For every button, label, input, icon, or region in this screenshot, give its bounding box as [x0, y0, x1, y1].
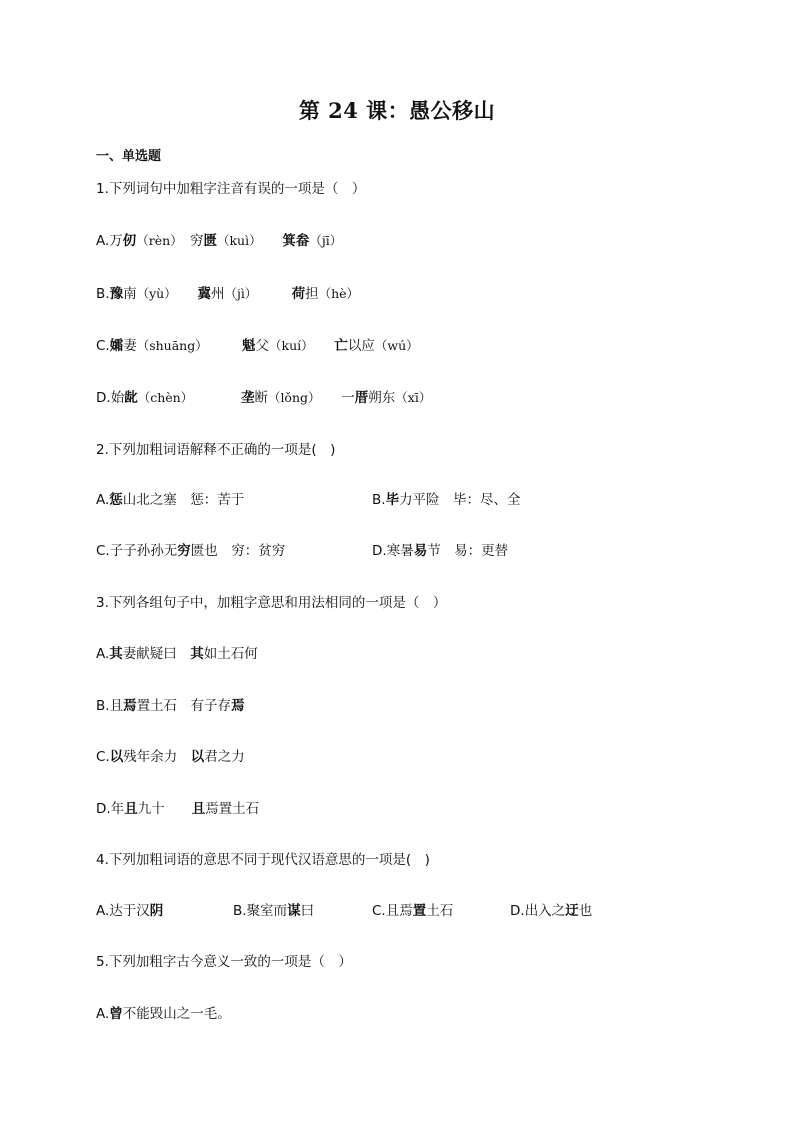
- question-2-option-d: [372, 542, 508, 560]
- option-prefix: B.: [372, 492, 386, 508]
- option-text: 一: [341, 390, 355, 406]
- pinyin-text: （yù）: [136, 286, 171, 301]
- option-text: 君之力: [204, 749, 245, 765]
- option-text: 残年余力: [123, 749, 191, 765]
- bold-target-text: 豫: [109, 286, 124, 302]
- question-1-option-b: [96, 285, 359, 303]
- option-text: 州: [210, 286, 225, 302]
- option-prefix: A.: [96, 492, 110, 508]
- option-text: 始: [110, 390, 125, 406]
- option-text: 妻: [123, 338, 137, 354]
- bold-target-text: 亡: [334, 338, 348, 354]
- option-text: [251, 286, 292, 302]
- bold-target-text: 焉: [231, 698, 245, 714]
- option-text: 妻献疑曰: [122, 646, 191, 662]
- question-5-stem: 5.下列加粗字古今意义一致的一项是（ ）: [96, 954, 352, 970]
- bold-target-text: 焉: [123, 698, 137, 714]
- option-text: 不能毁山之一毛。: [122, 1006, 231, 1022]
- pinyin-text: （jī）: [309, 233, 343, 248]
- question-3-option-b: [96, 697, 245, 715]
- bold-target-text: 毕: [385, 492, 400, 508]
- question-2-option-a: [96, 491, 244, 509]
- question-3-stem: 3.下列各组句子中，加粗字意思和用法相同的一项是（ ）: [96, 595, 447, 611]
- option-prefix: C.: [96, 749, 110, 765]
- option-prefix: B.: [96, 286, 110, 302]
- option-text: [255, 233, 282, 249]
- option-text: 南: [123, 286, 137, 302]
- pinyin-text: （wú）: [374, 338, 419, 353]
- option-text: [187, 390, 241, 406]
- option-text: 如土石何: [203, 646, 258, 662]
- option-text: 朔东: [368, 390, 396, 406]
- option-text: 穷: [176, 233, 204, 249]
- bold-target-text: 冀: [197, 286, 211, 302]
- bold-target-text: 垄: [240, 390, 255, 406]
- bold-target-text: 曾: [109, 1006, 123, 1022]
- option-text: 达于汉: [109, 903, 150, 919]
- bold-target-text: 谋: [287, 903, 301, 919]
- pinyin-text: （xī）: [395, 390, 432, 405]
- option-text: [314, 390, 341, 406]
- bold-target-text: 其: [109, 646, 123, 662]
- bold-target-text: 厝: [354, 390, 369, 406]
- option-text: [170, 286, 197, 302]
- option-text: 置土石 有子存: [136, 698, 232, 714]
- bold-target-text: 其: [190, 646, 204, 662]
- option-text: 子子孙孙无: [109, 543, 178, 559]
- option-prefix: B.: [96, 698, 110, 714]
- question-2-stem: 2.下列加粗词语解释不正确的一项是( ): [96, 442, 336, 458]
- option-prefix: D.: [372, 543, 387, 559]
- pinyin-text: （jì）: [224, 286, 252, 301]
- option-text: 以应: [347, 338, 375, 354]
- option-text: 聚室而: [246, 903, 288, 919]
- bold-target-text: 魁: [242, 338, 256, 354]
- option-text: 年: [110, 801, 125, 817]
- bold-target-text: 以: [109, 749, 124, 765]
- bold-target-text: 仞: [122, 233, 137, 249]
- option-text: 曰: [300, 903, 315, 919]
- bold-target-text: 箕畚: [282, 233, 310, 249]
- option-prefix: D.: [96, 801, 111, 817]
- bold-target-text: 孀: [109, 338, 124, 354]
- bold-target-text: 迂: [565, 903, 579, 919]
- option-text: [202, 338, 243, 354]
- bold-target-text: 阴: [149, 903, 164, 919]
- bold-target-text: 置: [412, 903, 427, 919]
- option-text: 山北之塞 惩：苦于: [122, 492, 245, 508]
- question-4-option-a: [96, 902, 163, 920]
- option-text: 节 易：更替: [427, 543, 509, 559]
- option-text: 父: [255, 338, 269, 354]
- question-5-option-a: [96, 1005, 231, 1023]
- pinyin-text: （shuāng）: [136, 338, 202, 353]
- option-prefix: C.: [96, 543, 110, 559]
- option-text: 匮也 穷：贫穷: [190, 543, 286, 559]
- pinyin-text: （kuí）: [269, 338, 308, 353]
- pinyin-text: （hè）: [318, 286, 360, 301]
- option-text: [307, 338, 334, 354]
- section-heading: 一、单选题: [96, 149, 162, 164]
- pinyin-text: （chèn）: [137, 390, 187, 405]
- page-title: 第 24 课：愚公移山: [298, 98, 496, 123]
- question-2-option-c: [96, 542, 285, 560]
- option-text: 九十: [137, 801, 192, 817]
- bold-target-text: 穷: [177, 543, 191, 559]
- question-3-option-d: [96, 800, 259, 818]
- option-prefix: D.: [510, 903, 525, 919]
- option-prefix: D.: [96, 390, 111, 406]
- option-text: 断: [254, 390, 268, 406]
- question-4-option-b: [233, 902, 314, 920]
- question-4-option-c: [372, 902, 453, 920]
- bold-target-text: 惩: [109, 492, 123, 508]
- option-prefix: C.: [372, 903, 386, 919]
- option-text: 万: [109, 233, 123, 249]
- option-text: 出入之: [524, 903, 566, 919]
- bold-target-text: 匮: [203, 233, 217, 249]
- question-1-option-c: [96, 337, 419, 355]
- option-text: 担: [305, 286, 319, 302]
- option-text: 土石: [426, 903, 454, 919]
- option-text: 且: [109, 698, 124, 714]
- option-prefix: A.: [96, 646, 110, 662]
- question-2-option-b: [372, 491, 521, 509]
- question-1-option-a: [96, 232, 342, 250]
- question-4-option-d: [510, 902, 592, 920]
- option-prefix: A.: [96, 903, 110, 919]
- question-4-stem: 4.下列加粗词语的意思不同于现代汉语意思的一项是( ): [96, 852, 430, 868]
- bold-target-text: 龀: [124, 390, 138, 406]
- bold-target-text: 以: [190, 749, 205, 765]
- question-1-stem: 1.下列词句中加粗字注音有误的一项是（ ）: [96, 181, 366, 197]
- option-text: 力平险 毕：尽、全: [399, 492, 521, 508]
- option-text: 且焉: [385, 903, 413, 919]
- option-prefix: C.: [96, 338, 110, 354]
- option-prefix: A.: [96, 1006, 110, 1022]
- question-1-option-d: [96, 389, 431, 407]
- pinyin-text: （kuì）: [216, 233, 256, 248]
- option-prefix: A.: [96, 233, 110, 249]
- bold-target-text: 易: [413, 543, 428, 559]
- option-text: 寒暑: [386, 543, 414, 559]
- question-3-option-c: [96, 748, 245, 766]
- bold-target-text: 荷: [291, 286, 306, 302]
- pinyin-text: （lǒng）: [267, 390, 315, 405]
- pinyin-text: （rèn）: [136, 233, 177, 248]
- bold-target-text: 且: [191, 801, 206, 817]
- bold-target-text: 且: [124, 801, 138, 817]
- option-text: 焉置土石: [205, 801, 260, 817]
- question-3-option-a: [96, 645, 258, 663]
- option-text: 也: [578, 903, 593, 919]
- option-prefix: B.: [233, 903, 247, 919]
